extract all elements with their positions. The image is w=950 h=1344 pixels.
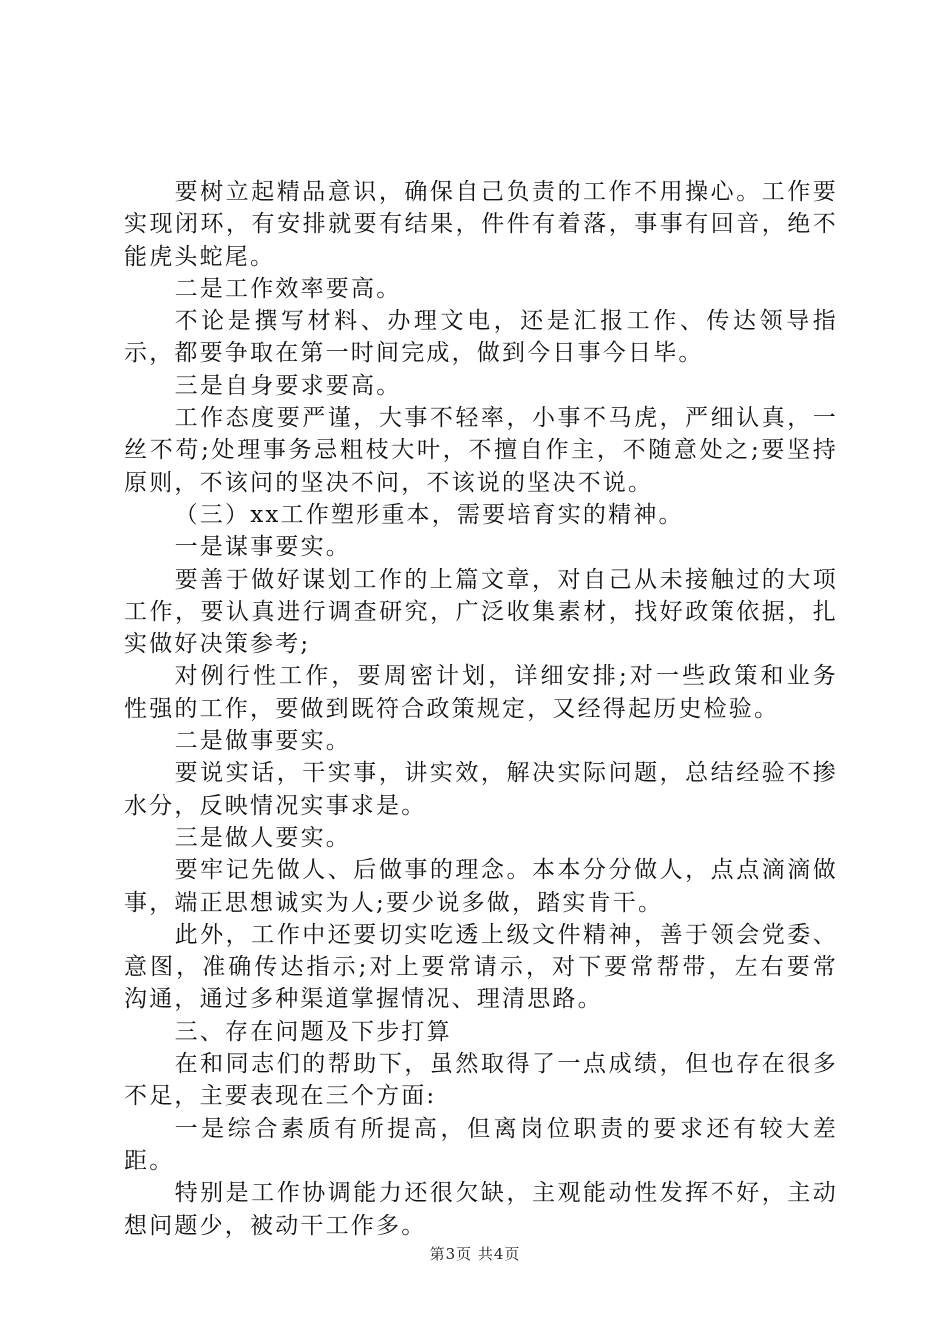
section-heading: （三）xx工作塑形重本，需要培育实的精神。 xyxy=(174,501,684,528)
paragraph: 在和同志们的帮助下，虽然取得了一点成绩，但也存在很多不足，主要表现在三个方面: xyxy=(124,1051,838,1110)
section-heading: 三、存在问题及下步打算 xyxy=(174,1018,452,1045)
paragraph: 不论是撰写材料、办理文电，还是汇报工作、传达领导指示，都要争取在第一时间完成，做到今日事今日毕。 xyxy=(124,308,838,367)
paragraph: 要说实话，干实事，讲实效，解决实际问题，总结经验不掺水分，反映情况实事求是。 xyxy=(124,760,838,819)
paragraph: 特别是工作协调能力还很欠缺，主观能动性发挥不好，主动想问题少，被动干工作多。 xyxy=(124,1180,838,1239)
paragraph: 一是谋事要实。 xyxy=(174,534,351,561)
paragraph: 要树立起精品意识，确保自己负责的工作不用操心。工作要实现闭环，有安排就要有结果，件件有着落，事事有回音，绝不能虎头蛇尾。 xyxy=(124,179,838,270)
paragraph: 二是工作效率要高。 xyxy=(174,275,402,302)
paragraph: 三是自身要求要高。 xyxy=(174,372,402,399)
paragraph: 对例行性工作，要周密计划，详细安排;对一些政策和业务性强的工作，要做到既符合政策规定，又经得起历史检验。 xyxy=(124,663,838,722)
page-number-footer: 第3页 共4页 xyxy=(429,1245,521,1263)
paragraph: 要牢记先做人、后做事的理念。本本分分做人，点点滴滴做事，端正思想诚实为人;要少说多做，踏实肯干。 xyxy=(124,857,838,916)
paragraph: 二是做事要实。 xyxy=(174,728,351,755)
paragraph: 工作态度要严谨，大事不轻率，小事不马虎，严细认真，一丝不苟;处理事务忌粗枝大叶，不擅自作主，不随意处之;要坚持原则，不该问的坚决不问，不该说的坚决不说。 xyxy=(124,405,838,496)
document-body xyxy=(124,176,838,1242)
paragraph: 一是综合素质有所提高，但离岗位职责的要求还有较大差距。 xyxy=(124,1115,838,1174)
paragraph: 三是做人要实。 xyxy=(174,824,351,851)
paragraph: 此外，工作中还要切实吃透上级文件精神，善于领会党委、意图，准确传达指示;对上要常请示，对下要常帮带，左右要常沟通，通过多种渠道掌握情况、理清思路。 xyxy=(124,921,838,1013)
paragraph: 要善于做好谋划工作的上篇文章，对自己从未接触过的大项工作，要认真进行调查研究，广泛收集素材，找好政策依据，扎实做好决策参考; xyxy=(124,566,838,658)
